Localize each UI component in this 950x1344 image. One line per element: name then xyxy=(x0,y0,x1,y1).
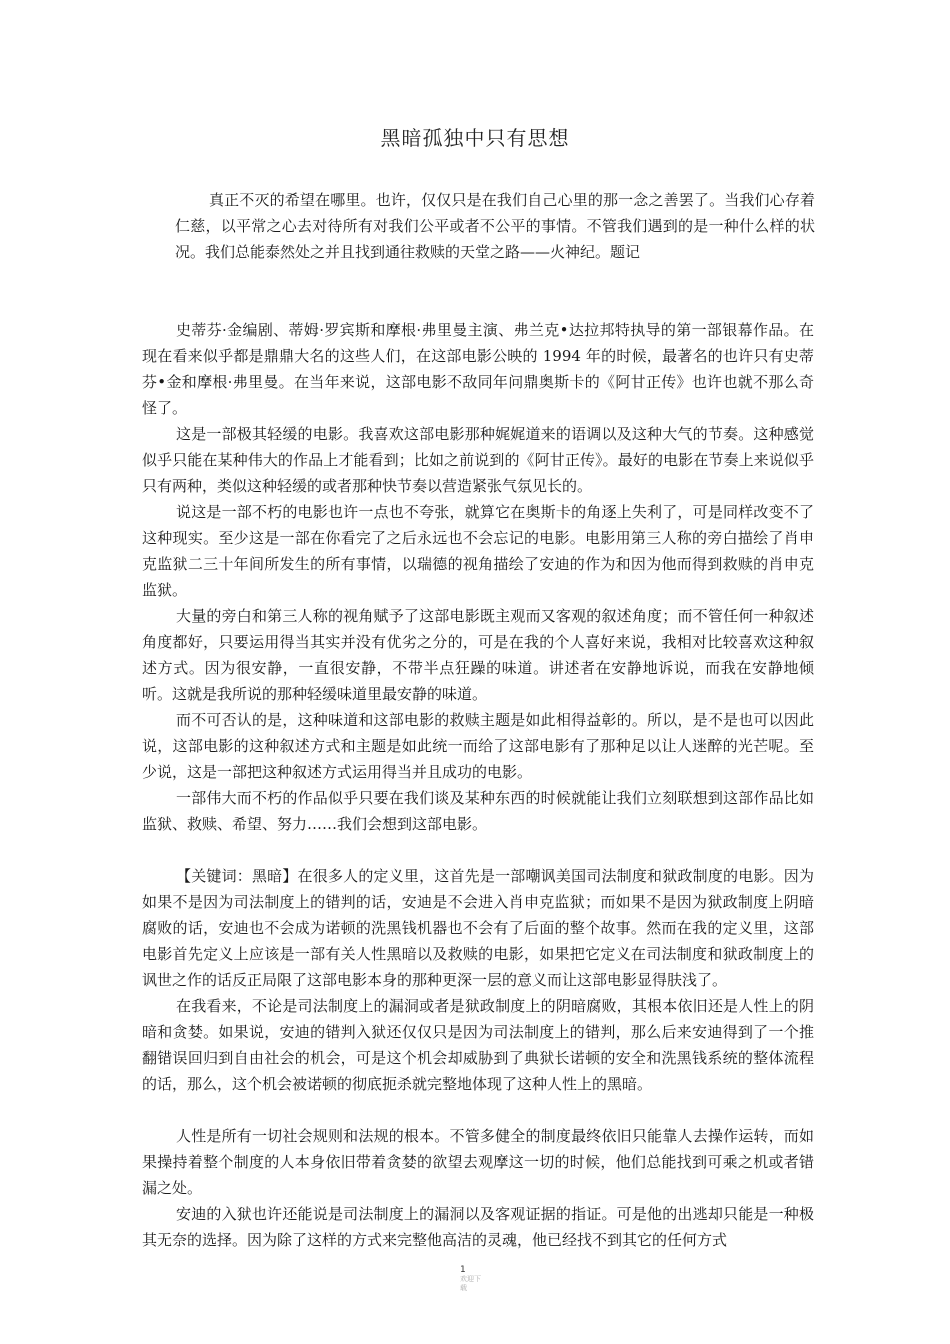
paragraph: 人性是所有一切社会规则和法规的根本。不管多健全的制度最终依旧只能靠人去操作运转，而如果操持着整个制度的人本身依旧带着贪婪的欲望去观摩这一切的时候，他们总能找到可乘之机或者错漏之处。 xyxy=(142,1127,814,1197)
paragraph: 而不可否认的是，这种味道和这部电影的救赎主题是如此相得益彰的。所以，是不是也可以因此说，这部电影的这种叙述方式和主题是如此统一而给了这部电影有了那种足以让人迷醉的光芒呢。至少说，这是一部把这种叙述方式运用得当并且成功的电影。 xyxy=(142,711,814,781)
epigraph xyxy=(175,187,815,265)
section-gap xyxy=(142,1097,814,1123)
paragraph: 安迪的入狱也许还能说是司法制度上的漏洞以及客观证据的指证。可是他的出逃却只能是一种极其无奈的选择。因为除了这样的方式来完整他高洁的灵魂，他已经找不到其它的任何方式 xyxy=(142,1205,814,1249)
epigraph-text: 真正不灭的希望在哪里。也许，仅仅只是在我们自己心里的那一念之善罢了。当我们心存着仁慈，以平常之心去对待所有对我们公平或者不公平的事情。不管我们遇到的是一种什么样的状况。我们总能泰然处之并且找到通往救赎的天堂之路——火神纪。题记 xyxy=(175,191,815,261)
paragraph: 说这是一部不朽的电影也许一点也不夸张，就算它在奥斯卡的角逐上失利了，可是同样改变不了这种现实。至少这是一部在你看完了之后永远也不会忘记的电影。电影用第三人称的旁白描绘了肖申克监狱二三十年间所发生的所有事情，以瑞德的视角描绘了安迪的作为和因为他而得到救赎的肖申克监狱。 xyxy=(142,503,814,599)
section-gap xyxy=(142,837,814,863)
paragraph: 大量的旁白和第三人称的视角赋予了这部电影既主观而又客观的叙述角度；而不管任何一种叙述角度都好，只要运用得当其实并没有优劣之分的，可是在我的个人喜好来说，我相对比较喜欢这种叙述方式。因为很安静，一直很安静，不带半点狂躁的味道。讲述者在安静地诉说，而我在安静地倾听。这就是我所说的那种轻缓味道里最安静的味道。 xyxy=(142,607,814,703)
paragraph: 史蒂芬·金编剧、蒂姆·罗宾斯和摩根·弗里曼主演、弗兰克•达拉邦特执导的第一部银幕作品。在现在看来似乎都是鼎鼎大名的这些人们，在这部电影公映的 1994 年的时候，最著名的也许只有史蒂芬•金和摩根·弗里曼。在当年来说，这部电影不敌同年问鼎奥斯卡的《阿甘正传》也许也就不那么奇怪了。 xyxy=(142,321,814,417)
document-body xyxy=(142,317,814,1253)
document-title: 黑暗孤独中只有思想 xyxy=(380,126,570,150)
watermark-line: 载 xyxy=(460,1284,467,1292)
page-number: 1 xyxy=(460,1265,466,1275)
paragraph: 在我看来，不论是司法制度上的漏洞或者是狱政制度上的阴暗腐败，其根本依旧还是人性上的阴暗和贪婪。如果说，安迪的错判入狱还仅仅只是因为司法制度上的错判，那么后来安迪得到了一个推翻错误回归到自由社会的机会，可是这个机会却威胁到了典狱长诺顿的安全和洗黑钱系统的整体流程的话，那么，这个机会被诺顿的彻底扼杀就完整地体现了这种人性上的黑暗。 xyxy=(142,997,814,1093)
paragraph: 【关键词：黑暗】在很多人的定义里，这首先是一部嘲讽美国司法制度和狱政制度的电影。因为如果不是因为司法制度上的错判的话，安迪是不会进入肖申克监狱；而如果不是因为狱政制度上阴暗腐败的话，安迪也不会成为诺顿的洗黑钱机器也不会有了后面的整个故事。然而在我的定义里，这部电影首先定义上应该是一部有关人性黑暗以及救赎的电影，如果把它定义在司法制度和狱政制度上的讽世之作的话反正局限了这部电影本身的那种更深一层的意义而让这部电影显得肤浅了。 xyxy=(142,867,814,989)
page-footer xyxy=(460,1265,520,1293)
paragraph: 一部伟大而不朽的作品似乎只要在我们谈及某种东西的时候就能让我们立刻联想到这部作品比如监狱、救赎、希望、努力……我们会想到这部电影。 xyxy=(142,789,814,833)
paragraph: 这是一部极其轻缓的电影。我喜欢这部电影那种娓娓道来的语调以及这种大气的节奏。这种感觉似乎只能在某种伟大的作品上才能看到；比如之前说到的《阿甘正传》。最好的电影在节奏上来说似乎只有两种，类似这种轻缓的或者那种快节奏以营造紧张气氛见长的。 xyxy=(142,425,814,495)
watermark-line: 欢迎下 xyxy=(460,1275,481,1283)
